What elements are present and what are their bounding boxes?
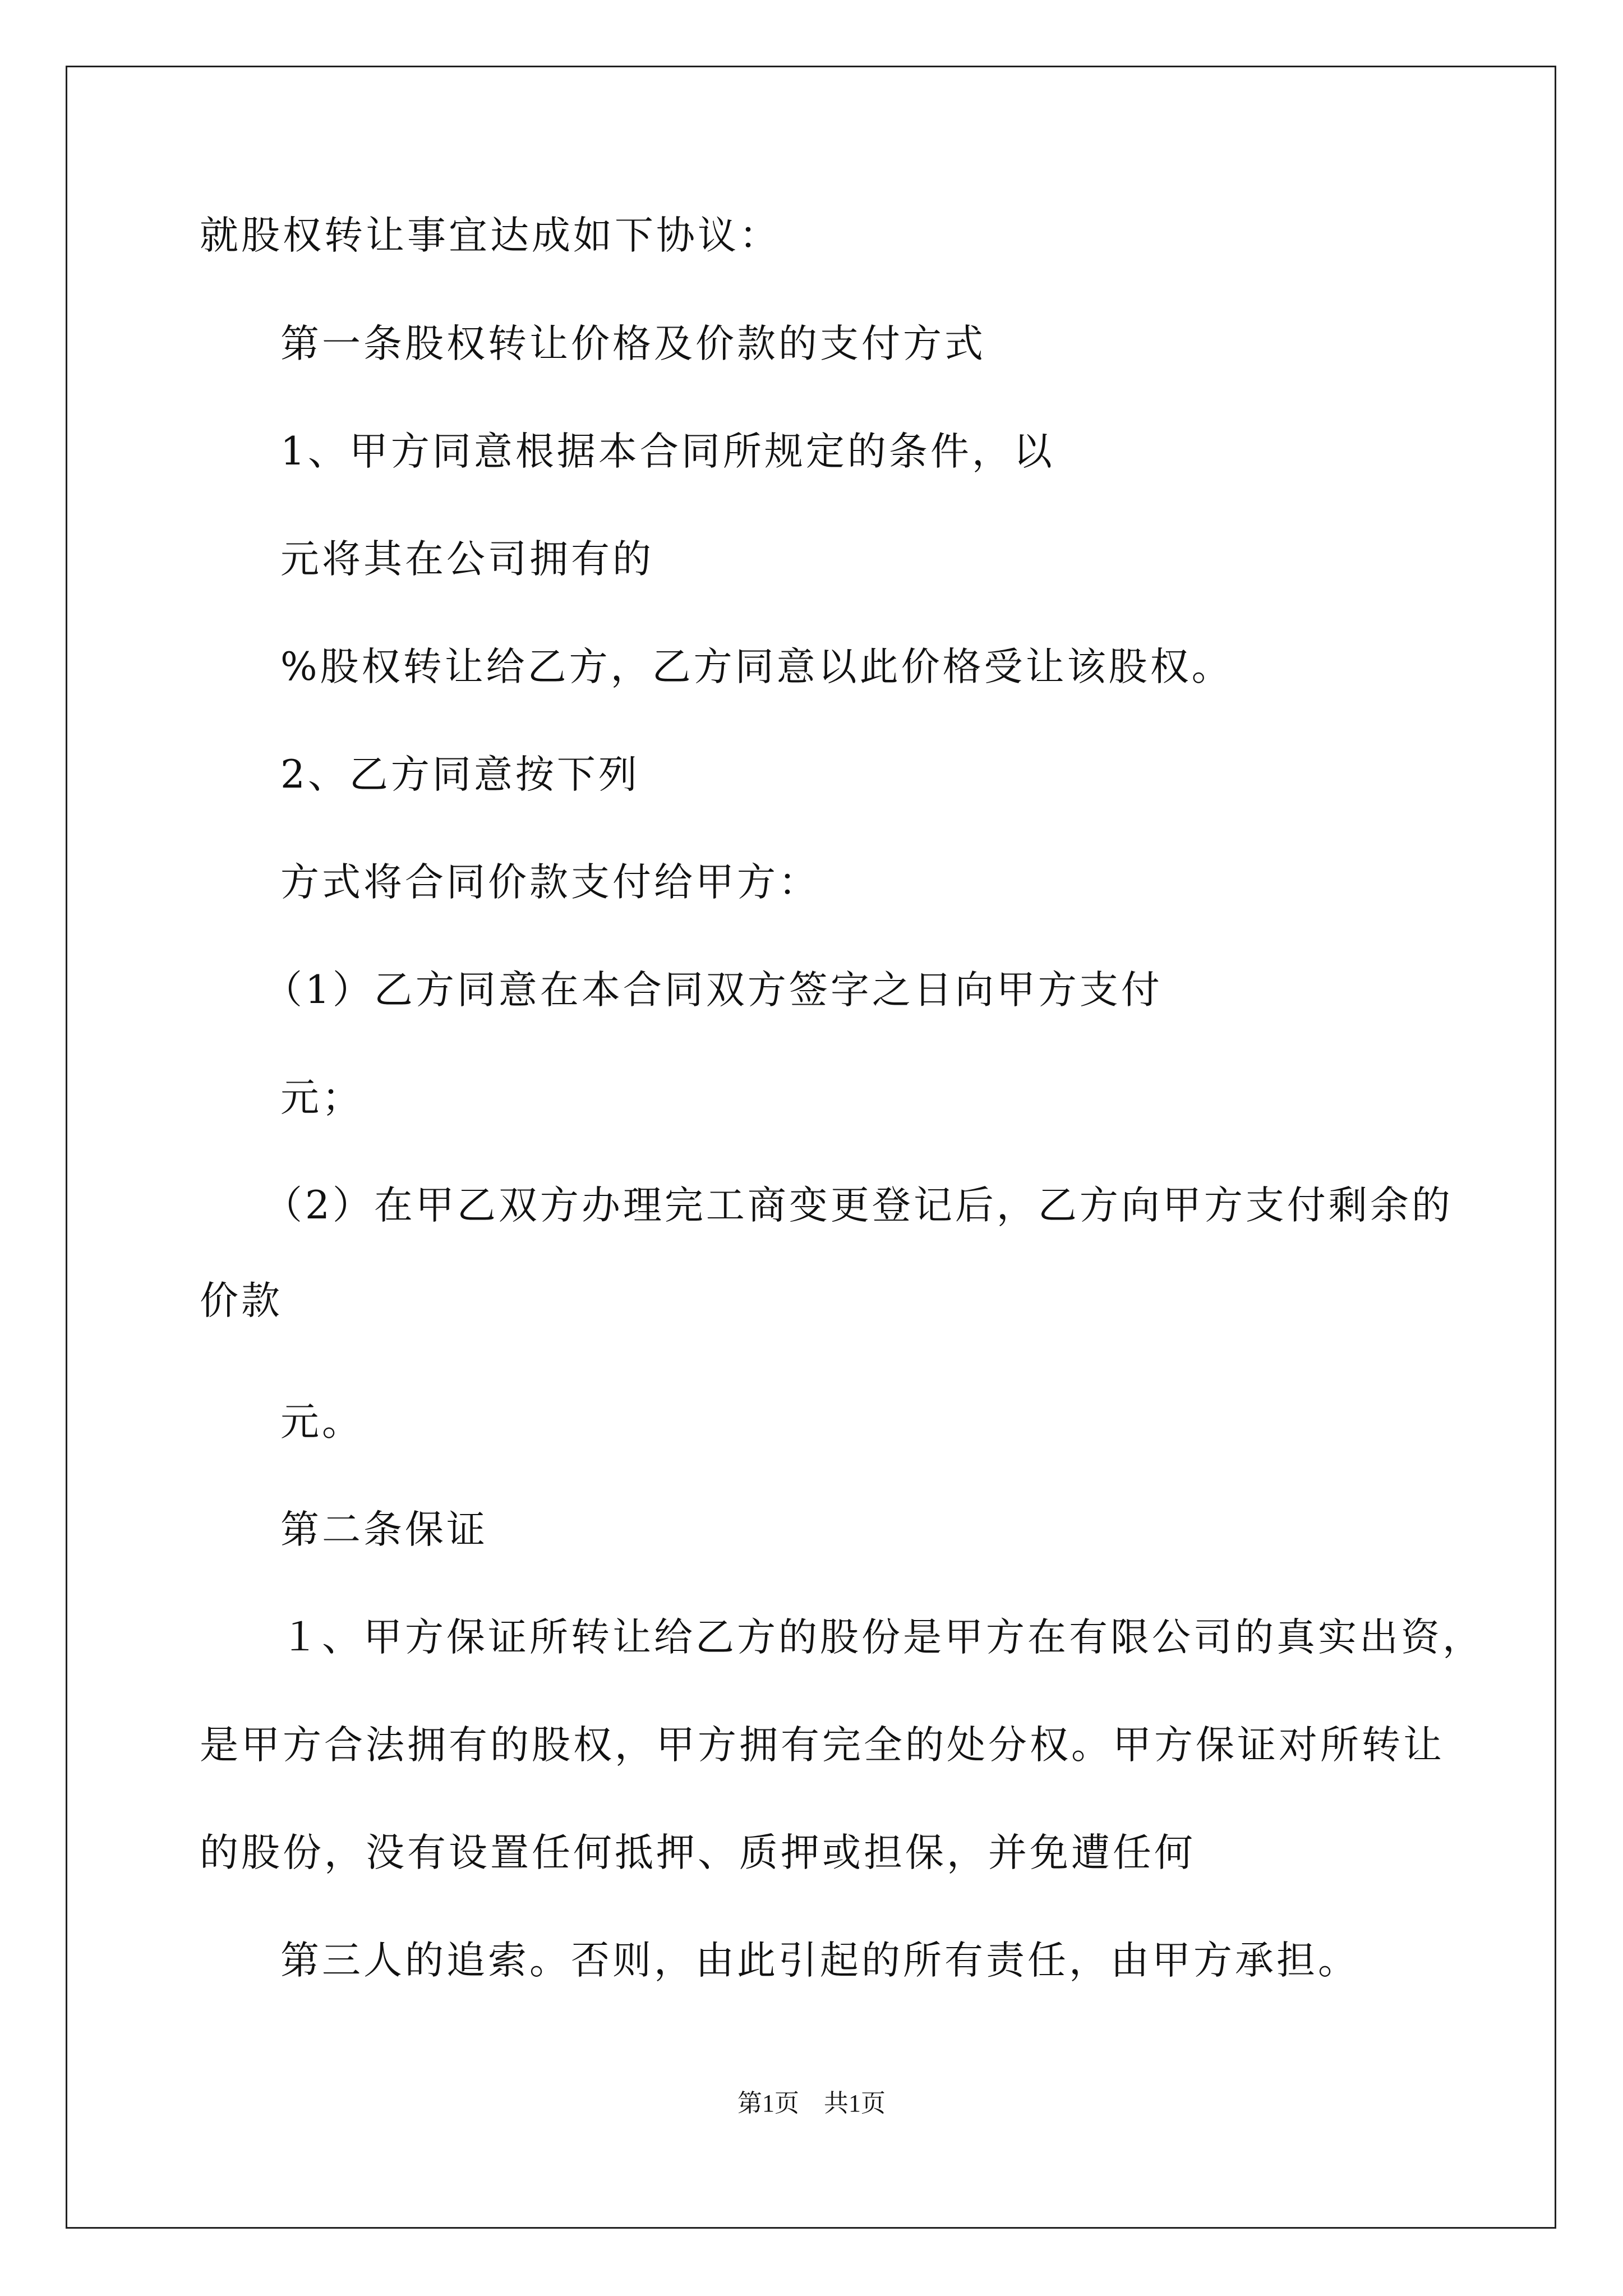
text-line-3: 1、甲方同意根据本合同所规定的条件，以: [280, 429, 1055, 474]
text-line-4: 元将其在公司拥有的: [280, 537, 654, 582]
text-line-5: %股权转让给乙方，乙方同意以此价格受让该股权。: [280, 645, 1233, 689]
text-line-9: 元；: [280, 1075, 363, 1120]
page-border: [66, 66, 1556, 2229]
text-line-17: 第三人的追索。否则，由此引起的所有责任，由甲方承担。: [280, 1938, 1359, 1983]
text-line-15: 是甲方合法拥有的股权，甲方拥有完全的处分权。甲方保证对所转让: [200, 1723, 1445, 1768]
article-1-heading: 第一条股权转让价格及价款的支付方式: [280, 321, 986, 366]
text-line-16: 的股份，没有设置任何抵押、质押或担保，并免遭任何: [200, 1830, 1196, 1875]
text-line-14: １、甲方保证所转让给乙方的股份是甲方在有限公司的真实出资，: [280, 1615, 1484, 1660]
footer-gap: [799, 2090, 824, 2117]
text-line-8: （1）乙方同意在本合同双方签字之日向甲方支付: [264, 968, 1163, 1013]
page-total: 共1页: [824, 2090, 886, 2117]
text-line-10: （2）在甲乙双方办理完工商变更登记后，乙方向甲方支付剩余的: [264, 1183, 1453, 1228]
text-line-12: 元。: [280, 1400, 363, 1444]
article-2-heading: 第二条保证: [280, 1507, 488, 1552]
page-footer: [0, 2087, 1623, 2120]
text-line-7: 方式将合同价款支付给甲方：: [280, 860, 820, 905]
text-line-1: 就股权转让事宜达成如下协议：: [200, 213, 781, 258]
page-number: 第1页: [737, 2090, 799, 2117]
text-line-11: 价款: [200, 1278, 283, 1323]
text-line-6: 2、乙方同意按下列: [280, 752, 640, 797]
